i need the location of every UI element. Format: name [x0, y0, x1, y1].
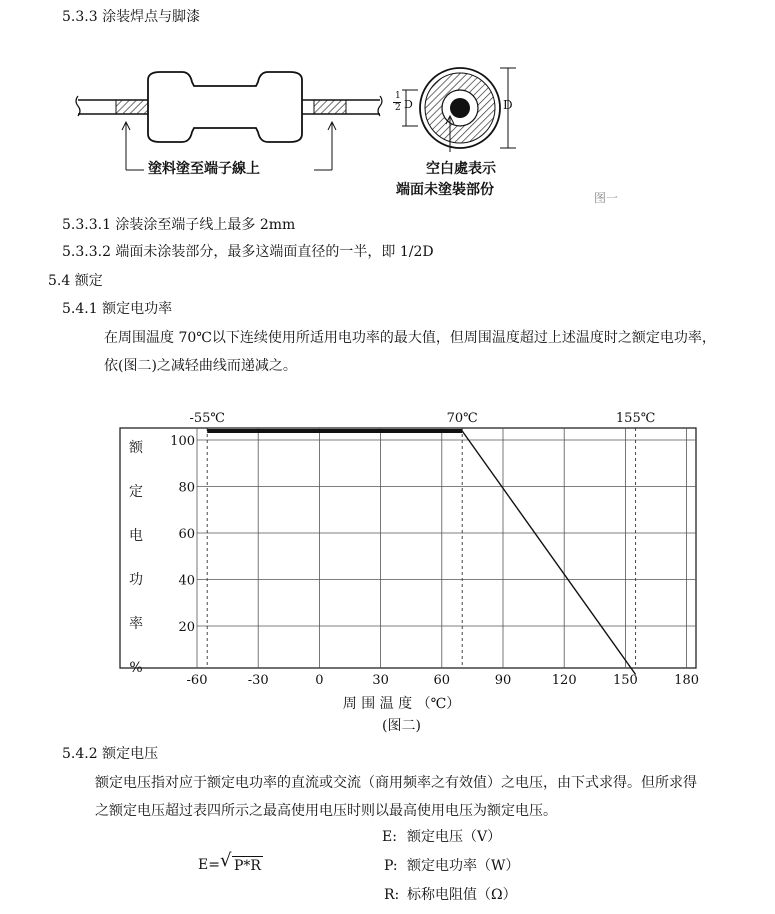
y-tick-label: 40: [178, 573, 195, 589]
section-heading-5-4-2: 5.4.2 额定电压: [62, 746, 159, 762]
paragraph-5-4-2-line2: 之额定电压超过表四所示之最高使用电压时则以最高使用电压为额定电压。: [95, 803, 557, 819]
y-tick-label: 60: [178, 527, 195, 542]
y-tick-label: 100: [170, 434, 195, 449]
section-heading-5-4-1: 5.4.1 额定电功率: [62, 301, 173, 317]
x-tick-label: 30: [372, 673, 389, 688]
paragraph-5-4-1-line1: 在周围温度 70℃以下连续使用所适用电功率的最大值，但周围温度超过上述温度时之额定电功率，: [104, 330, 716, 346]
paragraph-5-4-1-line2: 依(图二)之减轻曲线而递减之。: [104, 358, 297, 374]
x-tick-label: 150: [612, 673, 638, 688]
derating-chart: [110, 400, 710, 740]
top-marker-label: 155℃: [615, 411, 656, 426]
section-5-3-3-2: 5.3.3.2 端面未涂装部分，最多这端面直径的一半，即 1/2D: [62, 244, 434, 260]
formula-radicand: P*R: [234, 858, 261, 874]
section-heading-5-4: 5.4 额定: [48, 273, 103, 289]
derating-slope-line: [462, 431, 635, 675]
y-axis-label-char: 功: [129, 572, 143, 588]
coating-label: 塗料塗至端子線上: [148, 161, 260, 177]
figure-1-caption: 图一: [594, 191, 619, 205]
def-desc-e: 额定电压（V）: [407, 829, 502, 845]
formula-lhs: E=: [198, 857, 220, 873]
x-axis-label: 周 围 温 度 （℃）: [342, 696, 461, 712]
plot-frame: [120, 428, 696, 668]
blank-area-label-line1: 空白處表示: [426, 161, 496, 177]
sqrt-icon: √: [220, 850, 232, 871]
y-axis-label-char: %: [129, 660, 143, 676]
figure-1: [70, 60, 630, 210]
blank-area-label-line2: 端面未塗裝部份: [396, 182, 494, 198]
dimension-half-d-label: D: [404, 98, 413, 111]
x-tick-label: 120: [551, 673, 577, 688]
x-tick-label: -30: [247, 673, 269, 688]
section-heading-5-3-3: 5.3.3 涂装焊点与脚漆: [62, 9, 201, 25]
def-desc-p: 额定电功率（W）: [407, 858, 520, 874]
dimension-half-denominator: 2: [395, 103, 401, 113]
paragraph-5-4-2-line1: 额定电压指对应于额定电功率的直流或交流（商用频率之有效值）之电压，由下式求得。但所求得: [95, 775, 697, 791]
y-axis-label-char: 额: [129, 440, 143, 456]
top-marker-label: -55℃: [189, 411, 225, 426]
dimension-half-numerator: 1: [395, 91, 401, 101]
y-axis-label-char: 率: [129, 616, 143, 632]
end-view-drawing: [402, 68, 516, 152]
def-sym-r: R:: [384, 887, 400, 903]
resistor-drawing: [76, 72, 382, 170]
y-tick-label: 80: [178, 480, 195, 496]
y-tick-label: 20: [178, 620, 195, 635]
def-desc-r: 标称电阻值（Ω）: [407, 887, 517, 903]
x-tick-label: 0: [315, 673, 324, 688]
x-tick-label: -60: [186, 673, 208, 688]
chart-caption: (图二): [382, 718, 421, 734]
y-axis-label-char: 定: [129, 484, 143, 500]
dimension-d-label: D: [503, 98, 513, 112]
y-axis-label-char: 电: [129, 528, 143, 544]
x-tick-label: 60: [433, 673, 451, 688]
x-tick-label: 180: [674, 673, 700, 688]
x-tick-label: 90: [494, 673, 512, 688]
top-marker-label: 70℃: [446, 411, 478, 426]
def-sym-e: E:: [382, 829, 397, 845]
def-sym-p: P:: [384, 858, 398, 874]
section-5-3-3-1: 5.3.3.1 涂装涂至端子线上最多 2mm: [62, 217, 296, 233]
